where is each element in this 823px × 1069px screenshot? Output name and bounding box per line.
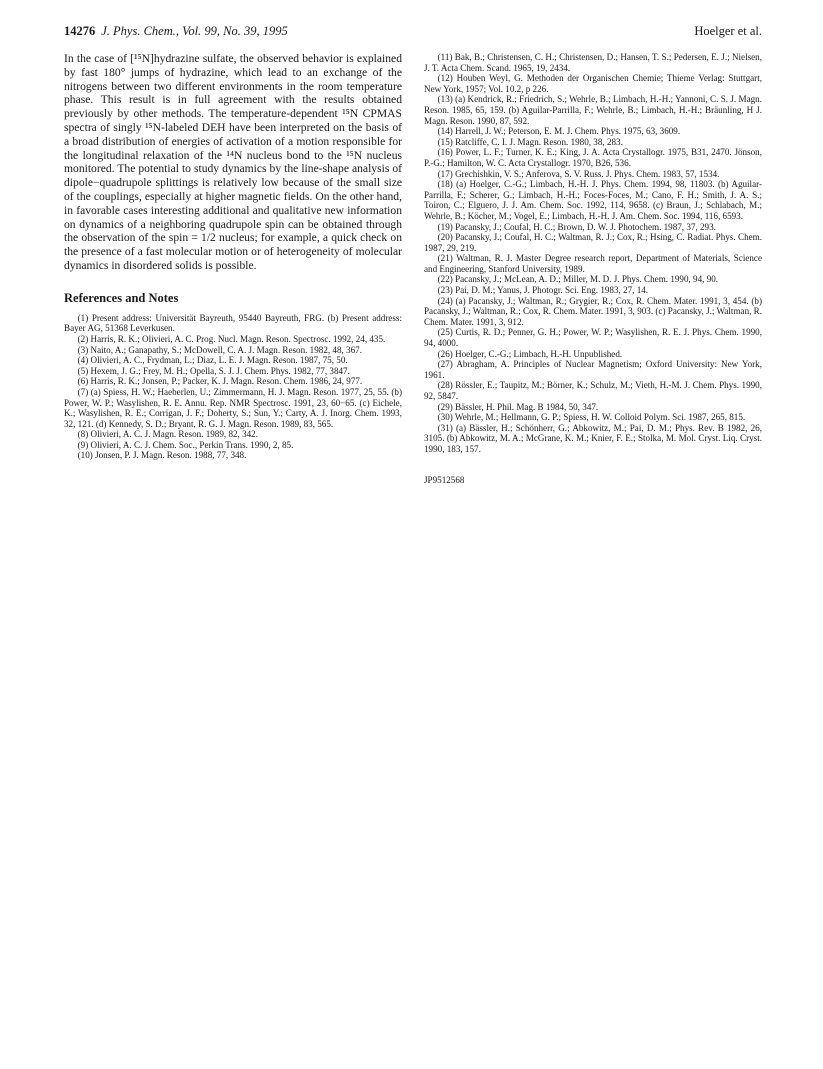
reference-entry: (26) Hoelger, C.-G.; Limbach, H.-H. Unpublished.: [437, 348, 623, 359]
reference-entry: (20) Pacansky, J.; Coufal, H. C.; Waltman, R. J.; Cox, R.; Hsing, C. Radiat. Phys. Chem. 1987, 29, 219.: [424, 232, 762, 253]
reference-entry: (6) Harris, R. K.; Jonsen, P.; Packer, K. J. Magn. Reson. Chem. 1986, 24, 977.: [77, 376, 363, 387]
reference-entry: (23) Pai, D. M.; Yanus, J. Photogr. Sci. Eng. 1983, 27, 14.: [437, 285, 649, 296]
reference-entry: (17) Grechishkin, V. S.; Anferova, S. V. Russ. J. Phys. Chem. 1983, 57, 1534.: [437, 168, 720, 179]
reference-entry: (21) Waltman, R. J. Master Degree research report, Department of Materials, Science and Engineering, Stanford University, 1989.: [424, 253, 762, 274]
reference-entry: (3) Naito, A.; Ganapathy, S.; McDowell, C. A. J. Magn. Reson. 1982, 48, 367.: [77, 344, 362, 355]
reference-entry: (10) Jonsen, P. J. Magn. Reson. 1988, 77, 348.: [77, 450, 247, 461]
journal-citation: J. Phys. Chem., Vol. 99, No. 39, 1995: [101, 24, 288, 38]
references-list-left: [64, 313, 402, 461]
reference-entry: (2) Harris, R. K.; Olivieri, A. C. Prog. Nucl. Magn. Reson. Spectrosc. 1992, 24, 435.: [77, 333, 386, 344]
conclusion-paragraph: In the case of [¹⁵N]hydrazine sulfate, the observed behavior is explained by fast 180° jumps of hydrazine, which lead to an exchange of the nitrogens between two different environments in the room temperature phase. This result is in full agreement with the results obtained previously by other methods. The temperature-dependent ¹⁵N CPMAS spectra of singly ¹⁵N-labeled DEH have been interpreted on the basis of a broad distribution of energies of activation of a motion responsible for the longitudinal relaxation of the ¹⁴N nucleus bond to the ¹⁵N nucleus monitored. The potential to study dynamics by the line-shape analysis of dipole−quadrupole splittings is relatively low because of the small size of the couplings, especially at higher magnetic fields. On the other hand, in favorable cases interesting additional and qualitative new information on dynamics of a neighboring quadrupole spin can be obtained through the observation of the spin = 1/2 nucleus; for example, a quick check on the presence of a fast molecular motion or of heterogeneity of molecular dynamics in disordered solids is possible.: [64, 52, 402, 272]
reference-entry: (7) (a) Spiess, H. W.; Haeberlen, U.; Zimmermann, H. J. Magn. Reson. 1977, 25, 55. (b) Power, W. P.; Wasylishen, R. E. Annu. Rep. NMR Spectrosc. 1991, 23, 60−65. (c) Eichele, K.; Wasylishen, R. E.; Corrigan, J. F.; Doherty, S.; Sun, Y.; Carty, A. J. Inorg. Chem. 1993, 32, 121. (d) Kennedy, S. D.; Bryant, R. G. J. Magn. Reson. 1989, 83, 565.: [64, 386, 402, 429]
reference-entry: (14) Harrell, J. W.; Peterson, E. M. J. Chem. Phys. 1975, 63, 3609.: [437, 126, 681, 137]
manuscript-code: JP9512568: [424, 474, 465, 485]
reference-entry: (15) Ratcliffe, C. I. J. Magn. Reson. 1980, 38, 283.: [437, 136, 623, 147]
reference-entry: (18) (a) Hoelger, C.-G.; Limbach, H.-H. J. Phys. Chem. 1994, 98, 11803. (b) Aguilar-Parrilla, F.; Scherer, G.; Limbach, H.-H.; Foces-Foces, M.; Cano, F. H.; Smith, J. A. S.; Toiron, C.; Elguero, J. J. Am. Chem. Soc. 1992, 114, 9658. (c) Braun, J.; Schlabach, M.; Wehrle, B.; Köcher, M.; Vogel, E.; Limbach, H.-H. J. Am. Chem. Soc. 1994, 116, 6593.: [424, 179, 762, 221]
reference-entry: (27) Abragham, A. Principles of Nuclear Magnetism; Oxford University: New York, 1961.: [424, 359, 762, 380]
reference-entry: (30) Wehrle, M.; Hellmann, G. P.; Spiess, H. W. Colloid Polym. Sci. 1987, 265, 815.: [437, 412, 746, 423]
reference-entry: (28) Rössler, E.; Taupitz, M.; Börner, K.; Schulz, M.; Vieth, H.-M. J. Chem. Phys. 1990, 92, 5847.: [424, 380, 762, 401]
reference-entry: (16) Power, L. F.; Turner, K. E.; King, J. A. Acta Crystallogr. 1975, B31, 2470. Jönson, P.-G.; Hamilton, W. C. Acta Crystallogr. 1970, B26, 536.: [424, 147, 762, 168]
reference-entry: (8) Olivieri, A. C. J. Magn. Reson. 1989, 82, 342.: [77, 429, 258, 440]
reference-entry: (12) Houben Weyl, G. Methoden der Organischen Chemie; Thieme Verlag: Stuttgart, New York, 1957; Vol. 10.2, p 226.: [424, 73, 762, 94]
reference-entry: (4) Olivieri, A. C., Frydman, L.; Diaz, L. E. J. Magn. Reson. 1987, 75, 50.: [77, 355, 348, 366]
reference-entry: (24) (a) Pacansky, J.; Waltman, R.; Grygier, R.; Cox, R. Chem. Mater. 1991, 3, 454. (b) Pacansky, J.; Waltman, R.; Cox, R. Chem. Mater. 1991, 3, 903. (c) Pacansky, J.; Waltman, R. Chem. Mater. 1991, 3, 912.: [424, 295, 762, 327]
reference-entry: (11) Bak, B.; Christensen, C. H.; Christensen, D.; Hansen, T. S.; Pedersen, E. J.; Nielsen, J. T. Acta Chem. Scand. 1965, 19, 2434.: [424, 52, 762, 73]
reference-entry: (31) (a) Bässler, H.; Schönherr, G.; Abkowitz, M.; Pai, D. M.; Phys. Rev. B 1982, 26, 3105. (b) Abkowitz, M. A.; McGrane, K. M.; Knier, F. E.; Stolka, M. Mol. Cryst. Liq. Cryst. 1990, 183, 157.: [424, 422, 762, 454]
page-number: 14276: [64, 24, 96, 38]
reference-entry: (13) (a) Kendrick, R.; Friedrich, S.; Wehrle, B.; Limbach, H.-H.; Yannoni, C. S. J. Magn. Reson. 1985, 65, 159. (b) Aguilar-Parrilla, F.; Wehrle, B.; Limbach, H.-H.; Bräunling, H J. Magn. Reson. 1990, 87, 592.: [424, 94, 762, 126]
reference-entry: (9) Olivieri, A. C. J. Chem. Soc., Perkin Trans. 1990, 2, 85.: [77, 439, 294, 450]
right-column: [424, 52, 762, 485]
references-heading: References and Notes: [64, 290, 179, 305]
left-column: [64, 52, 402, 461]
reference-entry: (19) Pacansky, J.; Coufal, H. C.; Brown, D. W. J. Photochem. 1987, 37, 293.: [437, 221, 716, 232]
references-list-right: [424, 52, 762, 455]
running-head-authors: Hoelger et al.: [694, 24, 762, 38]
running-head: [64, 24, 288, 39]
reference-entry: (22) Pacansky, J.; McLean, A. D.; Miller, M. D. J. Phys. Chem. 1990, 94, 90.: [437, 274, 719, 285]
reference-entry: (5) Hexem, J. G.; Frey, M. H.; Opella, S. J. J. Chem. Phys. 1982, 77, 3847.: [77, 365, 350, 376]
page-header: [64, 24, 762, 40]
reference-entry: (1) Present address: Universität Bayreuth, 95440 Bayreuth, FRG. (b) Present address: Bayer AG, 51368 Leverkusen.: [64, 312, 402, 334]
reference-entry: (29) Bässler, H. Phil. Mag. B 1984, 50, 347.: [437, 401, 599, 412]
reference-entry: (25) Curtis, R. D.; Penner, G. H.; Power, W. P.; Wasylishen, R. E. J. Phys. Chem. 1990, 94, 4000.: [424, 327, 762, 349]
